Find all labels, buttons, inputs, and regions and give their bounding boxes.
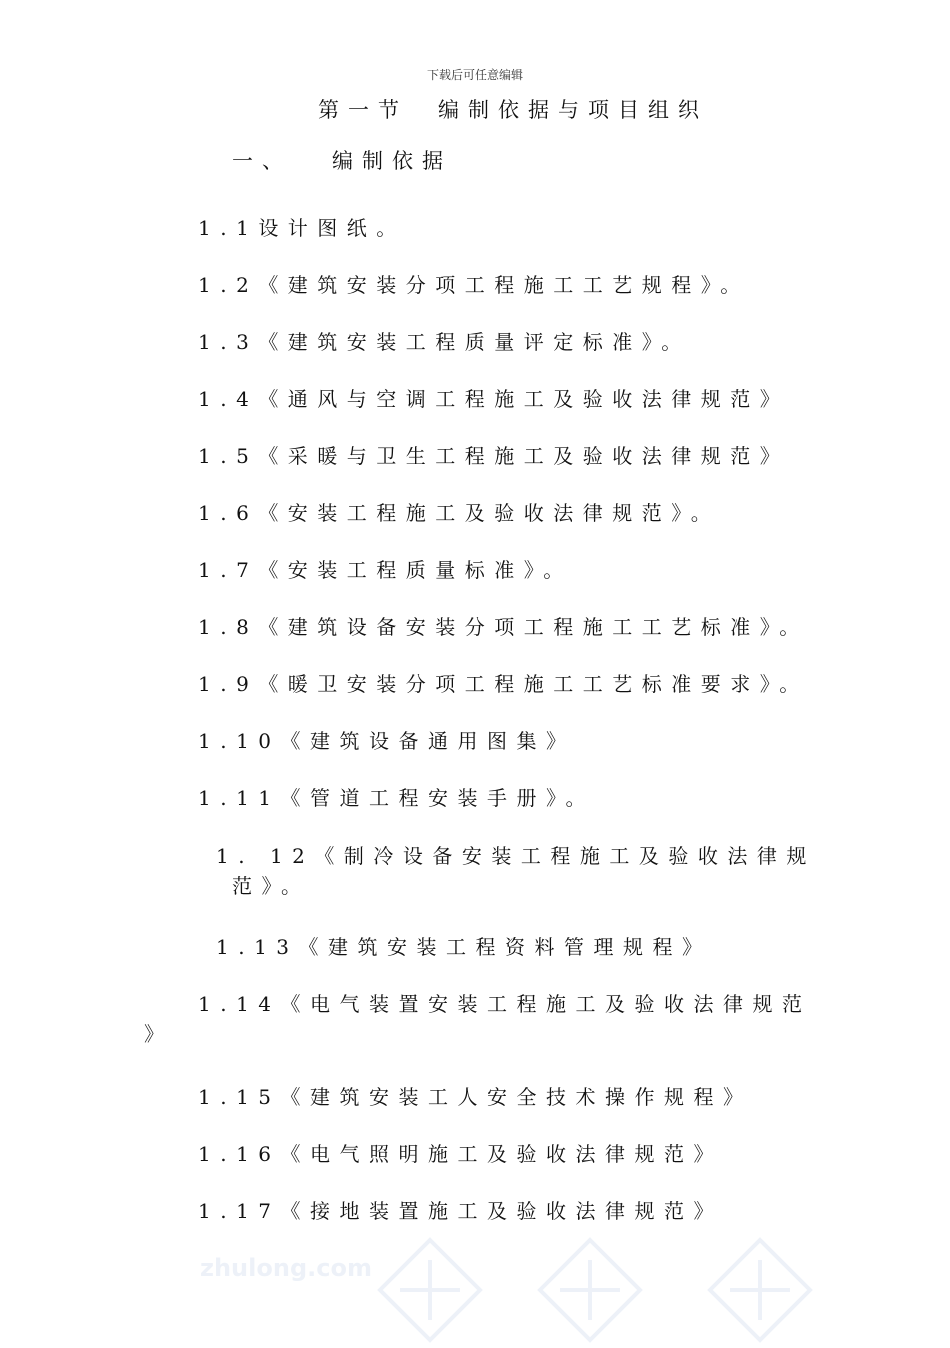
watermark-snowflake-icon bbox=[140, 1230, 950, 1344]
list-item bbox=[198, 1201, 723, 1221]
list-item bbox=[198, 503, 720, 523]
item-text: 《建筑设备通用图集》 bbox=[280, 729, 576, 753]
item-number: 1.9 bbox=[198, 672, 259, 696]
item-text: 设计图纸。 bbox=[258, 216, 406, 240]
list-item bbox=[198, 731, 576, 751]
item-number: 1.15 bbox=[198, 1085, 281, 1109]
list-item bbox=[198, 275, 750, 295]
item-number: 1.14 bbox=[198, 992, 281, 1016]
item-text: 《建筑安装分项工程施工工艺规程》。 bbox=[258, 273, 750, 297]
list-item bbox=[198, 446, 789, 466]
list-item bbox=[198, 788, 595, 808]
item-number: 1.6 bbox=[198, 501, 259, 525]
item-text: 《接地装置施工及验收法律规范》 bbox=[280, 1199, 724, 1223]
item-number: 1.5 bbox=[198, 444, 259, 468]
watermark bbox=[140, 1230, 950, 1344]
list-item bbox=[198, 674, 809, 694]
item-text: 《电气照明施工及验收法律规范》 bbox=[280, 1142, 724, 1166]
item-text: 《采暖与卫生工程施工及验收法律规范》 bbox=[258, 444, 790, 468]
item-text-continued: 》 bbox=[144, 1022, 174, 1046]
list-item bbox=[216, 846, 816, 896]
item-text: 《制冷设备安装工程施工及验收法律规 bbox=[314, 844, 816, 868]
item-text: 《安装工程质量标准》。 bbox=[258, 558, 573, 582]
list-item bbox=[198, 389, 789, 409]
item-text-continued: 范》。 bbox=[232, 874, 311, 898]
item-number: 1.16 bbox=[198, 1142, 281, 1166]
list-item bbox=[216, 937, 712, 957]
subsection-heading bbox=[232, 145, 452, 175]
item-number: 1.10 bbox=[198, 729, 281, 753]
watermark-logo-text: zhulong.com bbox=[200, 1254, 372, 1282]
item-number: 1.8 bbox=[198, 615, 259, 639]
item-number: 1.11 bbox=[198, 786, 281, 810]
list-item bbox=[144, 992, 812, 1046]
item-text: 《暖卫安装分项工程施工工艺标准要求》。 bbox=[258, 672, 809, 696]
subsection-number: 一、 bbox=[232, 149, 292, 173]
item-text: 《建筑安装工程资料管理规程》 bbox=[298, 935, 712, 959]
item-number: 1.4 bbox=[198, 387, 259, 411]
list-item bbox=[198, 617, 809, 637]
subsection-title: 编制依据 bbox=[332, 149, 452, 173]
header-note: 下载后可任意编辑 bbox=[426, 68, 523, 82]
item-text: 《建筑安装工程质量评定标准》。 bbox=[258, 330, 691, 354]
item-text: 《建筑设备安装分项工程施工工艺标准》。 bbox=[258, 615, 809, 639]
list-item bbox=[198, 1144, 723, 1164]
item-number: 1.13 bbox=[216, 935, 299, 959]
item-number: 1.2 bbox=[198, 273, 259, 297]
list-item bbox=[198, 1087, 753, 1107]
item-number: 1.3 bbox=[198, 330, 259, 354]
item-number: 1. 12 bbox=[216, 844, 315, 868]
item-text: 《安装工程施工及验收法律规范》。 bbox=[258, 501, 721, 525]
item-text: 《建筑安装工人安全技术操作规程》 bbox=[280, 1085, 753, 1109]
item-text: 《管道工程安装手册》。 bbox=[280, 786, 596, 810]
item-text: 《电气装置安装工程施工及验收法律规范 bbox=[280, 992, 812, 1016]
item-text: 《通风与空调工程施工及验收法律规范》 bbox=[258, 387, 790, 411]
list-item bbox=[198, 218, 406, 238]
item-number: 1.7 bbox=[198, 558, 259, 582]
section-title: 第一节 编制依据与项目组织 bbox=[318, 98, 708, 122]
item-number: 1.1 bbox=[198, 216, 259, 240]
list-item bbox=[198, 332, 691, 352]
list-item bbox=[198, 560, 573, 580]
item-number: 1.17 bbox=[198, 1199, 281, 1223]
